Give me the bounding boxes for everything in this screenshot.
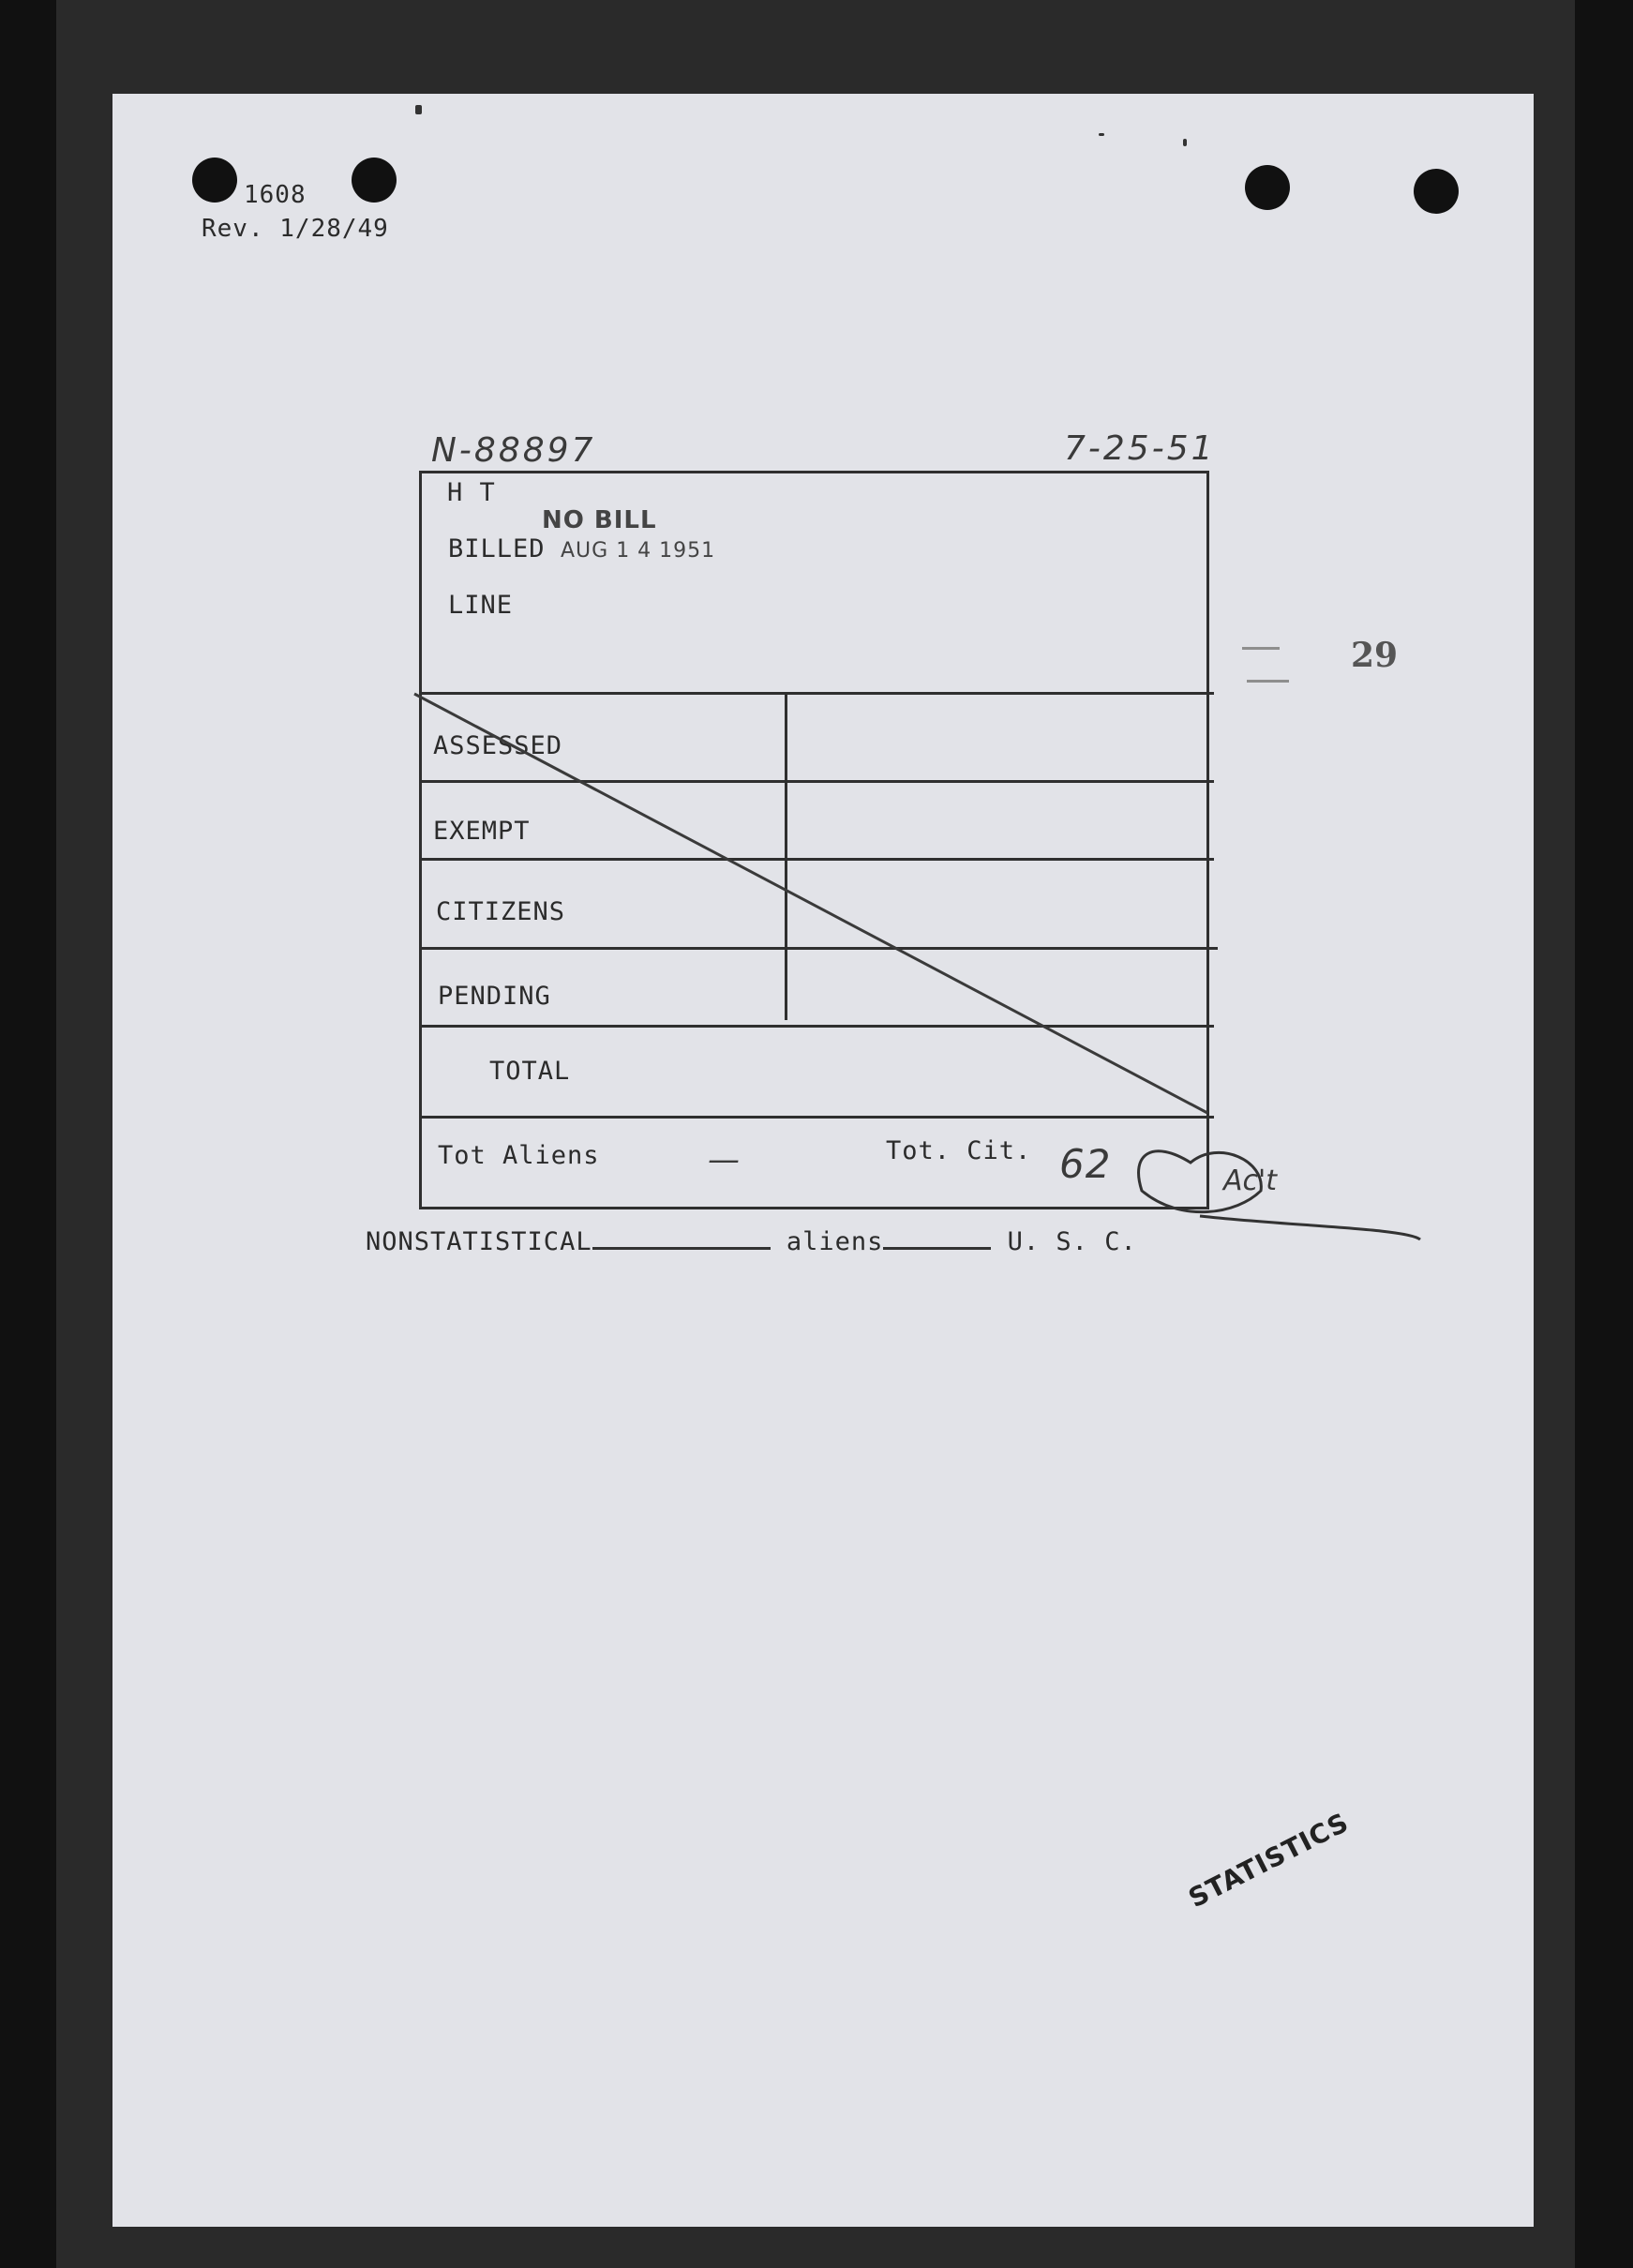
tot-cit-label: Tot. Cit. <box>886 1136 1032 1165</box>
billed-date-stamp: AUG 1 4 1951 <box>561 539 716 563</box>
ht-label: H T <box>447 478 496 507</box>
diagonal-strike-line <box>414 694 1207 1113</box>
date-handwritten: 7-25-51 <box>1064 429 1216 468</box>
exempt-label: EXEMPT <box>433 817 531 846</box>
tot-aliens-value: — <box>708 1141 741 1179</box>
page-number: 29 <box>1351 636 1399 675</box>
pending-label: PENDING <box>438 982 551 1011</box>
statistics-stamp: STATISTICS <box>1183 1806 1355 1915</box>
nonstatistical-label: NONSTATISTICAL <box>366 1227 592 1256</box>
form-number: 1608 <box>244 181 307 209</box>
scan-border-right <box>1575 0 1633 2268</box>
file-number-handwritten: N-88897 <box>431 431 596 470</box>
tot-aliens-label: Tot Aliens <box>438 1141 600 1170</box>
citizens-label: CITIZENS <box>436 897 566 926</box>
usc-label: U. S. C. <box>1007 1227 1137 1256</box>
form-revision: Rev. 1/28/49 <box>202 215 389 243</box>
no-bill-stamp: NO BILL <box>542 506 657 534</box>
initials-tail-stroke <box>1200 1216 1420 1239</box>
billed-label: BILLED <box>448 534 546 563</box>
initials-handwritten: Ac't <box>1223 1164 1278 1197</box>
pencil-marks <box>112 94 1534 2227</box>
initials-circle-stroke <box>1139 1151 1262 1212</box>
assessed-label: ASSESSED <box>433 731 563 760</box>
line-label: LINE <box>448 591 514 620</box>
aliens-label: aliens <box>786 1227 884 1256</box>
scan-border-left <box>0 0 56 2268</box>
tot-cit-value: 62 <box>1059 1141 1112 1187</box>
total-label: TOTAL <box>489 1057 571 1086</box>
document-page <box>112 94 1534 2227</box>
